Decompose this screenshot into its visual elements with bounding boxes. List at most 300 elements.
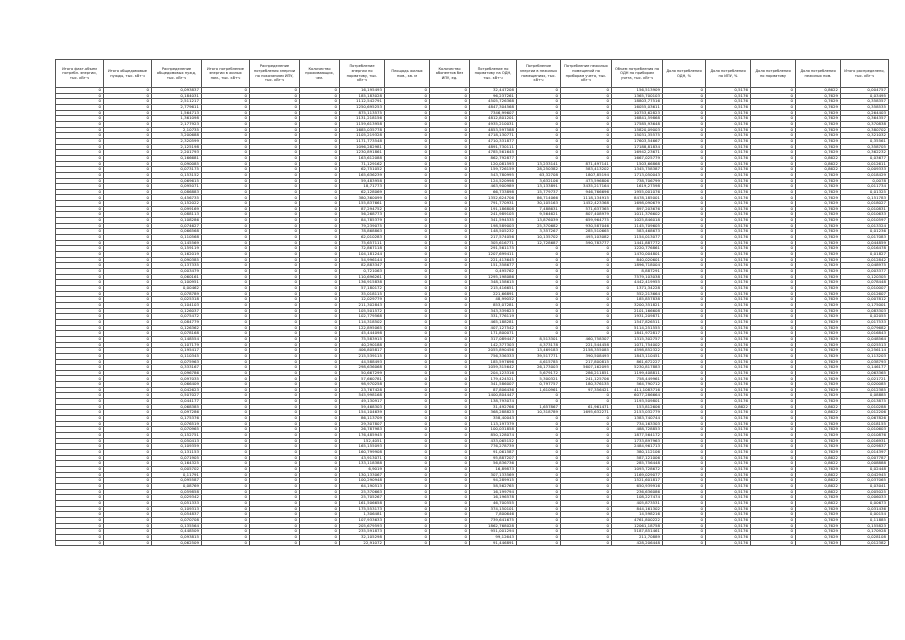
table-cell[interactable]: 0,7629 (796, 416, 841, 422)
table-cell[interactable]: 1169,029077 (612, 472, 663, 478)
table-cell[interactable]: 221,413645 (470, 257, 517, 263)
table-cell[interactable]: 0,151783 (841, 195, 889, 201)
column-header[interactable]: Потребление энергии в нежилых помещениях, тыс. кВт·ч (517, 60, 561, 88)
table-cell[interactable]: 0 (430, 489, 470, 495)
column-header[interactable]: Доля потребления по ИПУ, % (706, 60, 751, 88)
table-cell[interactable]: 0 (250, 161, 300, 167)
table-cell[interactable]: 0 (430, 138, 470, 144)
table-cell[interactable]: 94,289915 (470, 478, 517, 484)
table-cell[interactable]: 6,9019 (340, 466, 385, 472)
table-cell[interactable]: 0 (300, 348, 340, 354)
table-cell[interactable]: 0 (250, 399, 300, 405)
table-cell[interactable]: 0 (56, 195, 104, 201)
table-cell[interactable]: 155,837661 (340, 201, 385, 207)
table-cell[interactable]: 1685,035778 (340, 127, 385, 133)
table-cell[interactable]: 0 (663, 421, 706, 427)
table-cell[interactable]: 0,797757 (517, 382, 561, 388)
table-cell[interactable]: 0 (202, 212, 250, 218)
table-cell[interactable]: 0 (751, 461, 796, 467)
table-cell[interactable]: 758,449961 (612, 376, 663, 382)
table-cell[interactable]: 0,162019 (152, 252, 202, 258)
table-cell[interactable]: 0 (751, 512, 796, 518)
table-cell[interactable]: 0 (663, 104, 706, 110)
table-cell[interactable]: 0 (751, 297, 796, 303)
table-cell[interactable]: 0 (202, 370, 250, 376)
table-cell[interactable]: 0 (663, 433, 706, 439)
table-cell[interactable]: 45,444098 (340, 331, 385, 337)
table-cell[interactable]: 59,468303 (340, 404, 385, 410)
table-cell[interactable]: 0 (104, 240, 152, 246)
table-cell[interactable]: 2055,890456 (470, 348, 517, 354)
table-cell[interactable]: 0 (56, 450, 104, 456)
table-cell[interactable]: 0 (104, 252, 152, 258)
table-cell[interactable]: 0,5176 (706, 263, 751, 269)
table-cell[interactable]: 0 (202, 517, 250, 523)
table-cell[interactable]: 0 (202, 404, 250, 410)
table-cell[interactable]: 0 (56, 314, 104, 320)
table-cell[interactable]: 0 (300, 325, 340, 331)
table-cell[interactable]: 0,010597 (841, 218, 889, 224)
table-cell[interactable]: 488,728853 (612, 427, 663, 433)
table-cell[interactable]: 0 (385, 144, 430, 150)
table-cell[interactable]: 0,021721 (841, 376, 889, 382)
table-cell[interactable]: 0 (104, 433, 152, 439)
table-cell[interactable]: 0 (300, 184, 340, 190)
table-cell[interactable]: 4505,726368 (470, 99, 517, 105)
table-cell[interactable]: 0 (385, 285, 430, 291)
table-cell[interactable]: 75,657111 (340, 240, 385, 246)
table-cell[interactable]: 159,726159 (470, 167, 517, 173)
table-cell[interactable]: 0,7629 (796, 291, 841, 297)
table-cell[interactable]: 0 (202, 280, 250, 286)
table-cell[interactable]: 0 (430, 269, 470, 275)
table-cell[interactable]: 0 (751, 291, 796, 297)
table-cell[interactable]: 0 (385, 150, 430, 156)
table-cell[interactable]: 0 (104, 450, 152, 456)
table-cell[interactable]: 0 (561, 155, 612, 161)
table-cell[interactable]: 0 (104, 455, 152, 461)
table-cell[interactable]: 0,00154 (841, 512, 889, 518)
table-cell[interactable]: 66,733898 (470, 189, 517, 195)
table-cell[interactable]: 0 (104, 472, 152, 478)
table-cell[interactable]: 0,5176 (706, 359, 751, 365)
table-cell[interactable]: 0,01236 (841, 229, 889, 235)
table-cell[interactable]: 0,321032 (841, 133, 889, 139)
table-cell[interactable]: 0 (300, 427, 340, 433)
table-cell[interactable]: 0,5176 (706, 150, 751, 156)
table-cell[interactable]: 0 (561, 314, 612, 320)
table-cell[interactable]: 0 (385, 382, 430, 388)
table-cell[interactable]: 0,7629 (796, 218, 841, 224)
table-cell[interactable]: 348,158615 (470, 280, 517, 286)
table-cell[interactable]: 1112,542791 (340, 99, 385, 105)
table-cell[interactable]: 1154,013077 (612, 235, 663, 241)
table-cell[interactable]: 0 (104, 99, 152, 105)
table-cell[interactable]: 0 (300, 416, 340, 422)
table-cell[interactable]: 0,038793 (841, 359, 889, 365)
table-cell[interactable]: 0,5176 (706, 285, 751, 291)
table-cell[interactable]: 0,5176 (706, 478, 751, 484)
table-cell[interactable]: 0,008888 (841, 461, 889, 467)
table-cell[interactable]: 5187,851461 (612, 529, 663, 535)
table-cell[interactable]: 0 (104, 201, 152, 207)
table-cell[interactable]: 0,048564 (841, 336, 889, 342)
table-cell[interactable]: 0 (250, 450, 300, 456)
table-cell[interactable]: 0 (751, 540, 796, 546)
table-cell[interactable]: 0,5176 (706, 269, 751, 275)
table-cell[interactable]: 0 (663, 212, 706, 218)
table-cell[interactable]: 79,239075 (340, 223, 385, 229)
table-cell[interactable]: 0,018155 (841, 421, 889, 427)
table-cell[interactable]: 0,5176 (706, 319, 751, 325)
table-cell[interactable]: 0 (56, 461, 104, 467)
table-cell[interactable]: 4891,730111 (470, 144, 517, 150)
table-cell[interactable]: 0 (385, 99, 430, 105)
table-cell[interactable]: 153,812606 (612, 404, 663, 410)
table-cell[interactable]: 0 (385, 201, 430, 207)
table-cell[interactable]: 0,5176 (706, 512, 751, 518)
table-cell[interactable]: 0,01827 (841, 252, 889, 258)
table-cell[interactable]: 0,097035 (152, 376, 202, 382)
table-cell[interactable]: 0,070708 (152, 517, 202, 523)
table-cell[interactable]: 0,7629 (796, 314, 841, 320)
table-cell[interactable]: 0 (300, 393, 340, 399)
table-cell[interactable]: 0,020085 (841, 382, 889, 388)
table-cell[interactable]: 0,7629 (796, 178, 841, 184)
table-cell[interactable]: 0,010288 (841, 404, 889, 410)
table-cell[interactable]: 291,561175 (470, 246, 517, 252)
table-cell[interactable]: 0,5176 (706, 144, 751, 150)
table-cell[interactable]: 0,097286 (152, 410, 202, 416)
table-cell[interactable]: 0 (517, 252, 561, 258)
table-cell[interactable]: 0 (385, 308, 430, 314)
table-cell[interactable]: 0,01325 (841, 189, 889, 195)
table-cell[interactable]: 0 (104, 104, 152, 110)
table-cell[interactable]: 0 (663, 540, 706, 546)
table-cell[interactable]: 0 (430, 348, 470, 354)
table-cell[interactable]: 0 (250, 235, 300, 241)
table-cell[interactable]: 0 (663, 110, 706, 116)
table-cell[interactable]: 0,017083 (841, 235, 889, 241)
table-cell[interactable]: 87,294752 (340, 206, 385, 212)
table-cell[interactable]: 0,5176 (706, 240, 751, 246)
table-cell[interactable]: 0 (104, 382, 152, 388)
table-cell[interactable]: 590,783777 (561, 240, 612, 246)
table-cell[interactable]: 0 (385, 88, 430, 94)
table-cell[interactable]: 0 (202, 489, 250, 495)
table-cell[interactable]: 0 (202, 387, 250, 393)
table-cell[interactable]: 0 (56, 416, 104, 422)
table-cell[interactable]: 1071,754002 (612, 342, 663, 348)
table-cell[interactable]: 0,7629 (796, 466, 841, 472)
table-cell[interactable]: 0 (250, 88, 300, 94)
table-cell[interactable]: 4761,800222 (612, 517, 663, 523)
table-cell[interactable]: 64,190513 (340, 483, 385, 489)
table-cell[interactable]: 0 (300, 235, 340, 241)
table-cell[interactable]: 0 (561, 99, 612, 105)
table-cell[interactable]: 0 (300, 472, 340, 478)
table-cell[interactable]: 4,373178 (517, 342, 561, 348)
table-cell[interactable]: 0 (517, 99, 561, 105)
table-cell[interactable]: 0 (430, 240, 470, 246)
table-cell[interactable]: 0 (250, 133, 300, 139)
table-cell[interactable]: 0 (300, 495, 340, 501)
table-cell[interactable]: 0,5176 (706, 133, 751, 139)
table-cell[interactable]: 0 (300, 359, 340, 365)
table-cell[interactable]: 0,063365 (841, 370, 889, 376)
table-cell[interactable]: 0 (751, 99, 796, 105)
table-cell[interactable]: 0 (385, 184, 430, 190)
table-cell[interactable]: 0,7629 (796, 421, 841, 427)
table-cell[interactable]: 0 (751, 433, 796, 439)
table-cell[interactable]: 0 (202, 201, 250, 207)
table-cell[interactable]: 0 (202, 138, 250, 144)
table-cell[interactable]: 650,939916 (612, 483, 663, 489)
table-cell[interactable]: 0,016843 (841, 331, 889, 337)
table-cell[interactable]: 0 (561, 393, 612, 399)
table-cell[interactable]: 0,8622 (796, 410, 841, 416)
table-cell[interactable]: 0,8622 (796, 155, 841, 161)
table-cell[interactable]: 0,048975 (841, 263, 889, 269)
table-cell[interactable]: 0 (300, 540, 340, 546)
table-cell[interactable]: 0 (663, 365, 706, 371)
table-cell[interactable]: 0,5176 (706, 229, 751, 235)
table-cell[interactable]: 0 (663, 274, 706, 280)
table-cell[interactable]: 0,029837 (841, 444, 889, 450)
table-cell[interactable]: 0 (561, 257, 612, 263)
table-cell[interactable]: 0,5176 (706, 336, 751, 342)
column-header[interactable]: Итого потребление энергии в жилых пом., тыс. кВт·ч (202, 60, 250, 88)
table-cell[interactable]: 0 (751, 206, 796, 212)
table-cell[interactable]: 0 (104, 206, 152, 212)
table-cell[interactable]: 0 (104, 280, 152, 286)
table-cell[interactable]: 0,7629 (796, 104, 841, 110)
table-cell[interactable]: 0 (250, 461, 300, 467)
table-cell[interactable]: 152,4051 (340, 438, 385, 444)
table-cell[interactable]: 0 (300, 410, 340, 416)
table-cell[interactable]: 0 (104, 189, 152, 195)
table-cell[interactable]: 0 (663, 280, 706, 286)
table-cell[interactable]: 0 (250, 421, 300, 427)
table-cell[interactable]: 97,356421 (561, 387, 612, 393)
table-cell[interactable]: 0,126037 (152, 308, 202, 314)
table-cell[interactable]: 0 (385, 331, 430, 337)
table-cell[interactable]: 26,173003 (517, 365, 561, 371)
table-cell[interactable]: 0 (751, 444, 796, 450)
table-cell[interactable]: 0,5176 (706, 297, 751, 303)
table-cell[interactable]: 0,5176 (706, 178, 751, 184)
table-cell[interactable]: 0 (663, 319, 706, 325)
table-cell[interactable]: 15031,35575 (612, 133, 663, 139)
table-cell[interactable]: 0 (250, 455, 300, 461)
table-cell[interactable]: 165,155093 (340, 444, 385, 450)
table-cell[interactable]: 0,009333 (841, 167, 889, 173)
table-cell[interactable]: 0,256114 (841, 348, 889, 354)
table-cell[interactable]: 0 (202, 161, 250, 167)
table-cell[interactable]: 5,679172 (517, 370, 561, 376)
table-cell[interactable]: 0 (250, 348, 300, 354)
table-cell[interactable]: 0 (250, 325, 300, 331)
table-cell[interactable]: 0 (430, 235, 470, 241)
table-cell[interactable]: 0 (663, 257, 706, 263)
table-cell[interactable]: 0 (751, 110, 796, 116)
table-cell[interactable]: 0 (250, 410, 300, 416)
table-cell[interactable]: 0 (250, 387, 300, 393)
table-cell[interactable]: 0,090385 (152, 257, 202, 263)
table-cell[interactable]: 2101,166608 (612, 308, 663, 314)
table-cell[interactable]: 0 (663, 495, 706, 501)
table-cell[interactable]: 0 (751, 319, 796, 325)
table-cell[interactable]: 0,7629 (796, 534, 841, 540)
column-header[interactable]: Потребление по нормативу на ОДН, тыс. кВт·ч (470, 60, 517, 88)
table-cell[interactable]: 16055,03611 (612, 104, 663, 110)
table-cell[interactable]: 0 (250, 246, 300, 252)
table-cell[interactable]: 0 (751, 478, 796, 484)
table-cell[interactable]: 0 (385, 416, 430, 422)
table-cell[interactable]: 0 (385, 376, 430, 382)
table-cell[interactable]: 0 (202, 257, 250, 263)
table-cell[interactable]: 0,084779 (152, 319, 202, 325)
table-cell[interactable]: 0 (202, 427, 250, 433)
table-cell[interactable]: 0 (751, 246, 796, 252)
table-cell[interactable]: 25,370663 (340, 489, 385, 495)
table-cell[interactable]: 171,800071 (470, 331, 517, 337)
table-cell[interactable]: 0,7629 (796, 93, 841, 99)
table-cell[interactable]: 0 (56, 155, 104, 161)
table-cell[interactable]: 0,075963 (152, 359, 202, 365)
table-cell[interactable]: 0 (663, 359, 706, 365)
table-cell[interactable]: 0 (250, 540, 300, 546)
table-cell[interactable]: 0,7629 (796, 444, 841, 450)
table-cell[interactable]: 0,5176 (706, 427, 751, 433)
table-cell[interactable]: 221,544458 (561, 342, 612, 348)
table-cell[interactable]: 0 (430, 93, 470, 99)
table-cell[interactable]: 0,7629 (796, 269, 841, 275)
table-cell[interactable]: 0 (430, 263, 470, 269)
table-cell[interactable]: 0 (561, 489, 612, 495)
table-cell[interactable]: 0 (300, 178, 340, 184)
table-cell[interactable]: 0 (663, 161, 706, 167)
table-cell[interactable]: 0 (56, 342, 104, 348)
table-cell[interactable]: 0,017533 (841, 319, 889, 325)
table-cell[interactable]: 0 (202, 540, 250, 546)
table-cell[interactable]: 0 (300, 280, 340, 286)
column-header[interactable]: Доля потребления нежилых пом. (796, 60, 841, 88)
table-cell[interactable]: 0 (751, 274, 796, 280)
table-cell[interactable]: 0 (300, 438, 340, 444)
table-cell[interactable]: 16,195493 (340, 88, 385, 94)
table-cell[interactable]: 0 (300, 353, 340, 359)
table-cell[interactable]: 0,010007 (841, 285, 889, 291)
table-cell[interactable]: 236,636086 (612, 489, 663, 495)
table-cell[interactable]: 0 (104, 466, 152, 472)
table-cell[interactable]: 57,180172 (340, 285, 385, 291)
table-cell[interactable]: 0,364357 (841, 116, 889, 122)
table-cell[interactable]: 0 (517, 280, 561, 286)
table-cell[interactable]: 0 (430, 438, 470, 444)
table-cell[interactable]: 0 (56, 285, 104, 291)
table-cell[interactable]: 0 (751, 325, 796, 331)
table-cell[interactable]: 0,044177 (152, 399, 202, 405)
table-cell[interactable]: 46,700555 (470, 500, 517, 506)
table-cell[interactable]: 0 (250, 150, 300, 156)
table-cell[interactable]: 0,075472 (152, 314, 202, 320)
table-cell[interactable]: 0 (56, 472, 104, 478)
table-cell[interactable]: 0 (104, 223, 152, 229)
table-cell[interactable]: 0,5176 (706, 302, 751, 308)
table-cell[interactable]: 0 (561, 444, 612, 450)
table-cell[interactable]: 215,539115 (340, 353, 385, 359)
table-cell[interactable]: 1862,768028 (470, 523, 517, 529)
table-cell[interactable]: 0,006033 (841, 495, 889, 501)
table-cell[interactable]: 0,7629 (796, 229, 841, 235)
table-cell[interactable]: 0 (202, 353, 250, 359)
table-cell[interactable]: 179,424521 (470, 376, 517, 382)
table-cell[interactable]: 0,5176 (706, 172, 751, 178)
table-cell[interactable]: 331,776119 (470, 314, 517, 320)
table-cell[interactable]: 10,135702 (517, 235, 561, 241)
table-cell[interactable]: 0 (561, 399, 612, 405)
table-cell[interactable]: 16942,23671 (612, 150, 663, 156)
table-cell[interactable]: 0 (202, 523, 250, 529)
table-cell[interactable]: 0 (430, 483, 470, 489)
table-cell[interactable]: 0 (561, 252, 612, 258)
table-cell[interactable]: 0 (385, 195, 430, 201)
table-cell[interactable]: 0,5176 (706, 314, 751, 320)
table-cell[interactable]: 0 (751, 263, 796, 269)
table-cell[interactable]: 0 (300, 478, 340, 484)
table-cell[interactable]: 0 (300, 229, 340, 235)
table-cell[interactable]: 17603,54667 (612, 138, 663, 144)
table-cell[interactable]: 0 (663, 353, 706, 359)
table-cell[interactable]: 0 (104, 172, 152, 178)
table-cell[interactable]: 0,007787 (841, 455, 889, 461)
table-cell[interactable]: 0 (250, 240, 300, 246)
table-cell[interactable]: 0,070965 (152, 427, 202, 433)
table-cell[interactable]: 0 (300, 121, 340, 127)
table-cell[interactable]: 0 (517, 393, 561, 399)
table-cell[interactable]: 113,197379 (470, 421, 517, 427)
table-cell[interactable]: 0 (104, 150, 152, 156)
table-cell[interactable]: 1470,004801 (612, 252, 663, 258)
table-cell[interactable]: 0,7629 (796, 263, 841, 269)
table-cell[interactable]: 0 (385, 455, 430, 461)
table-cell[interactable]: 0 (385, 229, 430, 235)
table-cell[interactable]: 0 (202, 342, 250, 348)
table-cell[interactable]: 0 (385, 483, 430, 489)
table-cell[interactable]: 0,104103 (152, 302, 202, 308)
table-cell[interactable]: 0 (751, 189, 796, 195)
table-cell[interactable]: 0 (385, 517, 430, 523)
table-cell[interactable]: 4718,130771 (470, 133, 517, 139)
table-cell[interactable]: 0 (430, 252, 470, 258)
table-cell[interactable]: 0 (56, 421, 104, 427)
table-cell[interactable]: 0 (561, 291, 612, 297)
table-cell[interactable]: 0 (751, 529, 796, 535)
table-cell[interactable]: 0 (300, 99, 340, 105)
table-cell[interactable]: 0,005025 (841, 489, 889, 495)
table-cell[interactable]: 0,7629 (796, 348, 841, 354)
table-cell[interactable]: 0,8622 (796, 161, 841, 167)
table-cell[interactable]: 0,7629 (796, 399, 841, 405)
table-cell[interactable]: 0 (56, 365, 104, 371)
table-cell[interactable]: 0 (56, 291, 104, 297)
table-cell[interactable]: 0 (202, 314, 250, 320)
table-cell[interactable]: 0 (561, 280, 612, 286)
table-cell[interactable]: 0 (561, 150, 612, 156)
table-cell[interactable]: 0 (517, 421, 561, 427)
table-cell[interactable]: 0 (751, 269, 796, 275)
